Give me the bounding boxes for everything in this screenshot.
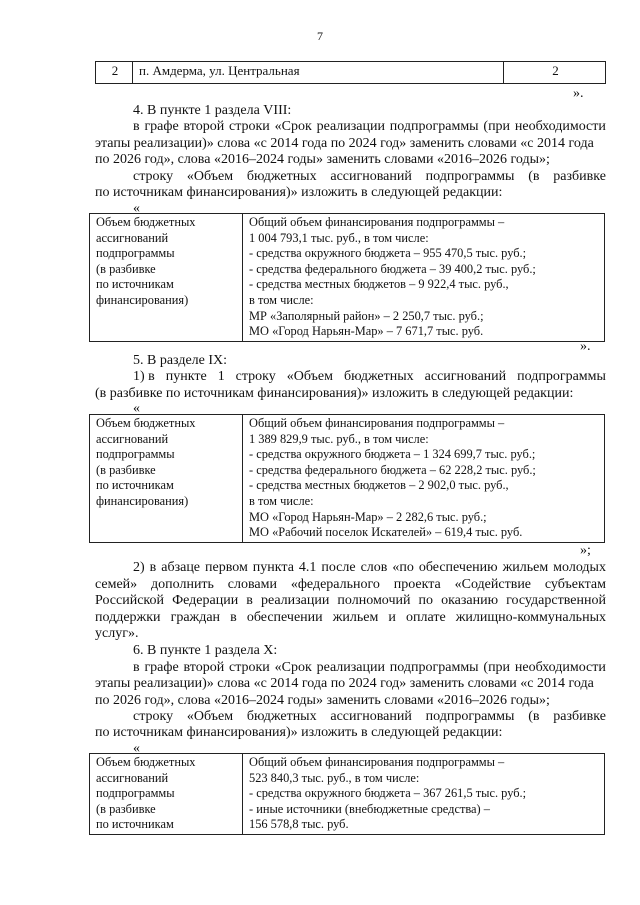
word: 1) в (133, 369, 155, 384)
cell-line: Объем бюджетных (96, 416, 196, 430)
section-heading: 4. В пункте 1 раздела VIII: (133, 103, 292, 118)
page-number: 7 (317, 29, 323, 43)
cell-line: - средства федерального бюджета – 62 228,2 тыс. руб.; (249, 462, 536, 477)
value-cell (243, 754, 605, 835)
cell-line: - средства окружного бюджета – 1 324 699,7 тыс. руб.; (249, 447, 536, 462)
word: граждан (170, 610, 221, 625)
table-row (90, 415, 605, 543)
word: строку (133, 169, 174, 184)
cell-line: Общий объем финансирования подпрограммы – (249, 416, 505, 430)
cell-line: МО «Город Нарьян-Мар» – 2 282,6 тыс. руб.; (249, 509, 487, 524)
word: Федерации (172, 593, 239, 608)
cell-line: в том числе: (249, 493, 314, 508)
paragraph-line: по источникам финансирования)» изложить в следующей редакции: (95, 185, 503, 200)
paragraph-line: по 2026 год», слова «2016–2024 годы» заменить словами «2016–2026 годы»; (95, 152, 550, 167)
word: строку (133, 709, 174, 724)
word: словами (227, 577, 277, 592)
word: подпрограммы (517, 369, 606, 384)
word: графе (144, 660, 179, 675)
word: молодых (553, 560, 606, 575)
funding-table (89, 414, 605, 543)
cell-line: Общий объем финансирования подпрограммы – (249, 755, 505, 769)
row-number: 2 (96, 62, 133, 84)
word: по (418, 593, 434, 608)
cell-line: в том числе: (249, 292, 314, 307)
word: (в (528, 169, 540, 184)
row-value: 2 (504, 62, 606, 84)
word: обеспечению (418, 560, 498, 575)
value-cell (243, 415, 605, 543)
word: реализации (316, 119, 385, 134)
word: первом (205, 560, 248, 575)
word: абзаце (161, 560, 201, 575)
label-cell (90, 415, 243, 543)
word: разбивке (553, 169, 606, 184)
word: реализации (316, 660, 385, 675)
word: бюджетных (246, 709, 317, 724)
funding-table (89, 213, 605, 342)
word: 4.1 (298, 560, 317, 575)
word: «по (392, 560, 414, 575)
word: в (230, 610, 237, 625)
cell-line: ассигнований (96, 770, 169, 785)
paragraph-line: услуг». (95, 626, 139, 641)
word: подпрограммы (389, 660, 479, 675)
word: пункте (165, 369, 207, 384)
word: 2) (133, 560, 145, 575)
cell-line: - средства окружного бюджета – 367 261,5 тыс. руб.; (249, 786, 527, 801)
funding-table (89, 753, 605, 835)
word: «Срок (274, 119, 312, 134)
word: в (246, 593, 253, 608)
word: жилищно-коммунальных (455, 610, 606, 625)
word: государственной (506, 593, 606, 608)
word: поддержки (95, 610, 161, 625)
paragraph-line (133, 119, 606, 135)
opening-quote: « (133, 201, 140, 216)
word: «Содействие (454, 577, 532, 592)
cell-line: подпрограммы (96, 246, 175, 261)
word: ассигнований (330, 709, 412, 724)
word: (в (528, 709, 540, 724)
cell-line: ассигнований (96, 431, 169, 446)
word: субъектам (544, 577, 606, 592)
cell-line: 1 389 829,9 тыс. руб., в том числе: (249, 431, 429, 446)
paragraph-line: по источникам финансирования)» изложить в следующей редакции: (95, 725, 503, 740)
cell-line: Объем бюджетных (96, 755, 196, 769)
word: семей» (95, 577, 138, 592)
paragraph-line (95, 593, 606, 609)
word: строки (229, 660, 270, 675)
paragraph-line (95, 610, 606, 626)
cell-line: - средства окружного бюджета – 955 470,5 тыс. руб.; (249, 246, 527, 261)
value-cell (243, 214, 605, 342)
closing-quote: »; (580, 543, 591, 558)
opening-quote: « (133, 401, 140, 416)
table-row (90, 754, 605, 835)
cell-line: 1 004 793,1 тыс. руб., в том числе: (249, 230, 429, 245)
word: Российской (95, 593, 164, 608)
word: бюджетных (343, 369, 414, 384)
cell-line: - иные источники (внебюджетные средства) – (249, 801, 490, 816)
word: ассигнований (424, 369, 507, 384)
word: необходимости (514, 119, 606, 134)
word: реализации (260, 593, 330, 608)
word: проекта (393, 577, 441, 592)
word: после (321, 560, 356, 575)
word: подпрограммы (425, 169, 515, 184)
word: подпрограммы (389, 119, 479, 134)
word: (при (483, 660, 511, 675)
word: второй (183, 660, 225, 675)
section-heading: 5. В разделе IX: (133, 353, 228, 368)
cell-line: по источникам (96, 277, 174, 292)
word: второй (183, 119, 225, 134)
word: бюджетных (246, 169, 317, 184)
paragraph-line: этапы реализации)» слова «с 2014 года по 2024 год» заменить словами «с 2014 года (95, 136, 594, 151)
label-cell (90, 214, 243, 342)
word: 1 (217, 369, 225, 384)
table-row (90, 214, 605, 342)
paragraph-line (133, 369, 606, 385)
word: пункта (252, 560, 294, 575)
cell-line: по источникам (96, 478, 174, 493)
word: слов (360, 560, 388, 575)
closing-quote: ». (580, 339, 591, 354)
word: «федерального (290, 577, 380, 592)
paragraph-line: этапы реализации)» слова «с 2014 года по 2024 год» заменить словами «с 2014 года (95, 676, 594, 691)
cell-line: Объем бюджетных (96, 215, 196, 229)
word: жильем (332, 610, 379, 625)
word: «Объем (186, 169, 234, 184)
paragraph-line (133, 709, 606, 725)
word: оплате (406, 610, 446, 625)
word: и (388, 610, 396, 625)
word: «Объем (286, 369, 333, 384)
word: «Срок (274, 660, 312, 675)
cell-line: МО «Город Нарьян-Мар» – 7 671,7 тыс. руб. (249, 324, 484, 339)
paragraph-line (133, 660, 606, 676)
word: необходимости (514, 660, 606, 675)
word: дополнить (151, 577, 214, 592)
word: строки (229, 119, 270, 134)
table-row (96, 62, 606, 84)
word: строку (235, 369, 276, 384)
opening-quote: « (133, 741, 140, 756)
word: ассигнований (330, 169, 412, 184)
paragraph-line (95, 577, 606, 593)
cell-line: (в разбивке (96, 801, 156, 816)
cell-line: финансирования) (96, 292, 189, 307)
word: полномочий (337, 593, 411, 608)
cell-line: 523 840,3 тыс. руб., в том числе: (249, 770, 420, 785)
cell-line: ассигнований (96, 230, 169, 245)
cell-line: - средства местных бюджетов – 2 902,0 тыс. руб., (249, 478, 509, 493)
word: графе (144, 119, 179, 134)
word: в (133, 660, 140, 675)
paragraph-line: по 2026 год», слова «2016–2024 годы» заменить словами «2016–2026 годы»; (95, 693, 550, 708)
paragraph-line (133, 560, 606, 576)
settlement-name: п. Амдерма, ул. Центральная (133, 62, 504, 84)
word: (при (483, 119, 511, 134)
cell-line: Общий объем финансирования подпрограммы – (249, 215, 505, 229)
cell-line: подпрограммы (96, 786, 175, 801)
word: жильем (502, 560, 549, 575)
cell-line: МР «Заполярный район» – 2 250,7 тыс. руб.; (249, 308, 484, 323)
word: в (133, 119, 140, 134)
cell-line: (в разбивке (96, 261, 156, 276)
cell-line: - средства федерального бюджета – 39 400,2 тыс. руб.; (249, 261, 536, 276)
cell-line: 156 578,8 тыс. руб. (249, 817, 349, 832)
cell-line: подпрограммы (96, 447, 175, 462)
cell-line: финансирования) (96, 493, 189, 508)
label-cell (90, 754, 243, 835)
top-table (95, 61, 606, 84)
cell-line: - средства местных бюджетов – 9 922,4 тыс. руб., (249, 277, 509, 292)
section-heading: 6. В пункте 1 раздела X: (133, 643, 278, 658)
word: в (149, 560, 157, 575)
word: «Объем (186, 709, 234, 724)
word: оказанию (441, 593, 499, 608)
cell-line: (в разбивке (96, 462, 156, 477)
paragraph-line (133, 169, 606, 185)
paragraph-line: (в разбивке по источникам финансирования)» изложить в следующей редакции: (95, 386, 574, 401)
word: разбивке (553, 709, 606, 724)
cell-line: по источникам (96, 817, 174, 832)
word: подпрограммы (425, 709, 515, 724)
word: обеспечении (246, 610, 323, 625)
cell-line: МО «Рабочий поселок Искателей» – 619,4 тыс. руб. (249, 525, 523, 540)
closing-quote: ». (573, 86, 584, 101)
